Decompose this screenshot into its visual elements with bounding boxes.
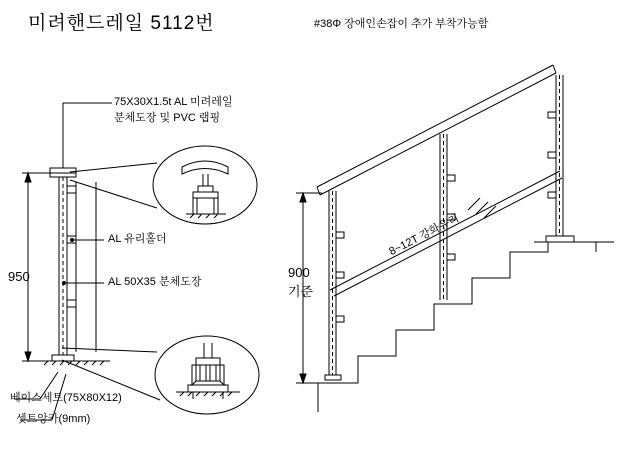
drawing-title: 미려핸드레일 5112번 — [28, 13, 215, 34]
stair-rail — [317, 65, 556, 195]
left-base-plate — [40, 355, 110, 365]
left-glass-panel — [76, 182, 96, 352]
stair-post-3 — [534, 75, 590, 242]
label-rail-spec-line1: 75X30X1.5t AL 미려레일 — [114, 96, 233, 108]
top-note: #38Φ 장애인손잡이 추가 부착가능함 — [314, 18, 489, 30]
stair-glass — [330, 171, 562, 296]
dimension-label-900: 900 — [288, 265, 310, 280]
stair-post-1-base — [325, 375, 341, 380]
left-rail — [50, 168, 76, 177]
label-glass-spec: 8~12T 강화유리 — [387, 212, 462, 259]
detail-bubble-top — [70, 146, 257, 224]
left-dimension-950 — [22, 173, 52, 361]
leader-rail-spec — [63, 103, 112, 168]
stair-post-1 — [329, 191, 344, 375]
label-anchor: 셋트앙카(9mm) — [16, 413, 91, 425]
label-post-spec: AL 50X35 분체도장 — [108, 276, 202, 288]
dimension-label-900-note: 기준 — [288, 284, 314, 299]
left-post — [59, 177, 67, 355]
dimension-label-950: 950 — [8, 269, 30, 284]
label-base-set: 베이스세트(75X80X12) — [10, 392, 122, 404]
label-rail-spec-line2: 분체도장 및 PVC 랩핑 — [114, 112, 221, 124]
leader-glass-holder — [70, 238, 104, 241]
leader-post-spec — [62, 281, 104, 284]
left-glass-holders — [67, 186, 76, 307]
glass-sparkle — [468, 198, 496, 218]
stair-steps — [310, 242, 614, 412]
label-glass-holder: AL 유리홀더 — [108, 233, 167, 245]
